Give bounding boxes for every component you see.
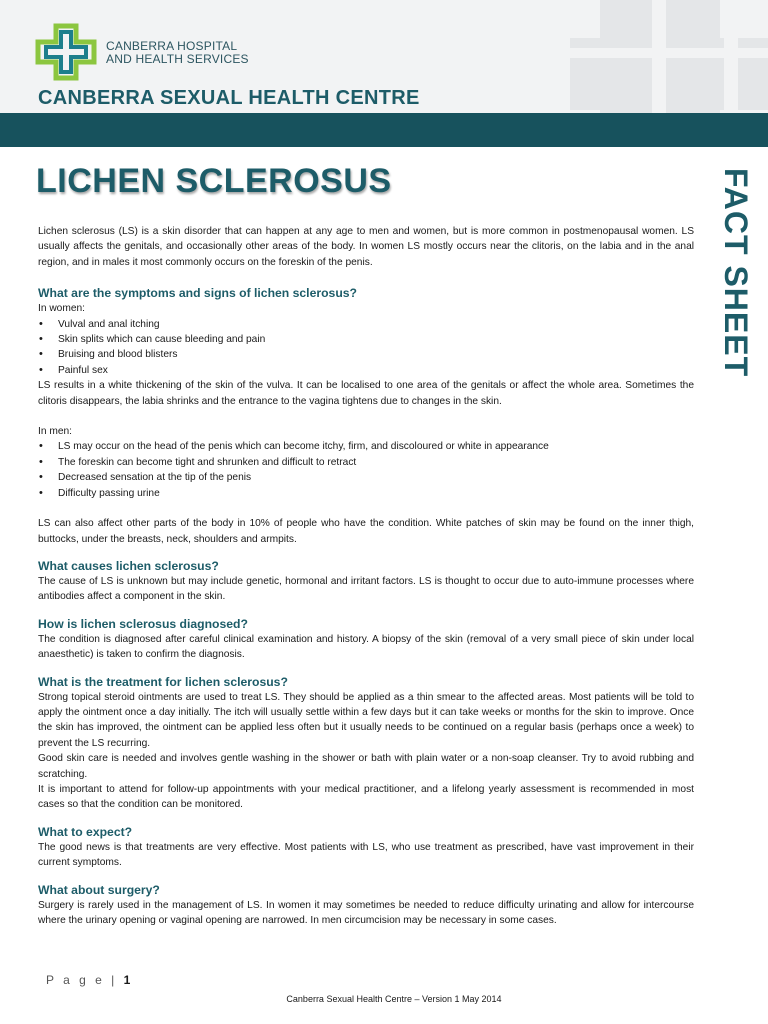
surgery-paragraph: Surgery is rarely used in the management of LS. In women it may sometimes be needed to reduce difficulty urinating and allow for intercourse where the urinary opening or vaginal opening are narrowed. In men circumcision may be necessary in some cases.	[38, 899, 694, 926]
organisation-name-line-1: CANBERRA HOSPITAL	[106, 39, 238, 53]
expect-heading: What to expect?	[38, 824, 133, 839]
list-item: • Difficulty passing urine	[38, 486, 694, 501]
surgery-heading: What about surgery?	[38, 882, 160, 897]
diagnosis-paragraph: The condition is diagnosed after careful clinical examination and history. A biopsy of the skin (removal of a very small piece of skin under local anaesthetic) is taken to confirm the diagnosis.	[38, 633, 694, 661]
organisation-name-line-2: AND HEALTH SERVICES	[106, 52, 249, 66]
fact-sheet-side-label: FACT SHEET	[718, 168, 754, 378]
women-paragraph: LS results in a white thickening of the skin of the vulva. It can be localised to one area of the genitals or affect the whole area. Sometimes the clitoris disappears, the labia shrinks and the entrance to the vagina tightens due to changes in the skin.	[38, 380, 694, 407]
diagnosis-heading: How is lichen sclerosus diagnosed?	[38, 616, 248, 631]
women-label: In women:	[38, 303, 85, 315]
header-teal-bar	[0, 113, 768, 147]
page-label: P a g e	[46, 973, 105, 987]
organisation-name	[106, 40, 249, 66]
hospital-cross-logo-icon	[34, 22, 98, 82]
version-footer: Canberra Sexual Health Centre – Version 1 May 2014	[286, 994, 502, 1004]
page-separator: |	[111, 973, 118, 987]
causes-paragraph: The cause of LS is unknown but may include genetic, hormonal and irritant factors. LS is thought to occur due to auto-immune processes where antibodies affect a component in the skin.	[38, 575, 694, 603]
treatment-paragraph-2: Good skin care is needed and involves gentle washing in the shower or bath with plain water or a non-soap cleanser. Try to avoid rubbing and scratching.	[38, 753, 694, 780]
list-item: • LS may occur on the head of the penis which can become itchy, firm, and discoloured or white in appearance	[38, 439, 694, 454]
expect-paragraph: The good news is that treatments are very effective. Most patients with LS, who use treatment as prescribed, have vast improvement in their current symptoms.	[38, 841, 694, 869]
list-item: • Bruising and blood blisters	[38, 347, 694, 362]
causes-heading: What causes lichen sclerosus?	[38, 558, 219, 573]
page-title: LICHEN SCLEROSUS	[36, 162, 392, 200]
women-symptom-list	[38, 317, 694, 379]
intro-paragraph: Lichen sclerosus (LS) is a skin disorder that can happen at any age to men and women, but is more common in postmenopausal women. LS usually affects the genitals, and occasionally other areas of the body. In women LS mostly occurs near the clitoris, on the labia and in the anal region, and in males it most commonly occurs on the foreskin of the penis.	[38, 226, 694, 268]
list-item: • The foreskin can become tight and shrunken and difficult to retract	[38, 455, 694, 470]
other-areas-paragraph: LS can also affect other parts of the body in 10% of people who have the condition. White patches of skin may be found on the inner thigh, buttocks, under the breasts, neck, shoulders and armpits.	[38, 518, 694, 545]
treatment-paragraph-3: It is important to attend for follow-up appointments with your medical practitioner, and a lifelong yearly assessment is recommended in most cases so that the condition can be monitored.	[38, 783, 694, 811]
page-number: 1	[123, 973, 131, 987]
list-item: • Skin splits which can cause bleeding and pain	[38, 332, 694, 347]
centre-name: CANBERRA SEXUAL HEALTH CENTRE	[38, 87, 420, 109]
men-symptom-list	[38, 439, 694, 501]
treatment-heading: What is the treatment for lichen sclerosus?	[38, 674, 288, 689]
list-item: • Vulval and anal itching	[38, 317, 694, 332]
list-item: • Decreased sensation at the tip of the penis	[38, 470, 694, 485]
treatment-paragraph-1: Strong topical steroid ointments are used to treat LS. They should be applied as a thin smear to the affected areas. Most patients will be told to apply the ointment once a day initially. The itch will usually settle within a few days but it can take weeks or months for the skin to improve. Once the skin has improved, the ointment can be applied less often but it usually needs to be continued on a regular basis (perhaps once a week) to prevent the LS recurring.	[38, 691, 694, 749]
document-body	[38, 224, 694, 928]
men-label: In men:	[38, 426, 72, 438]
symptoms-heading: What are the symptoms and signs of lichen sclerosus?	[38, 286, 357, 301]
list-item: • Painful sex	[38, 363, 694, 378]
page-footer	[46, 973, 130, 987]
